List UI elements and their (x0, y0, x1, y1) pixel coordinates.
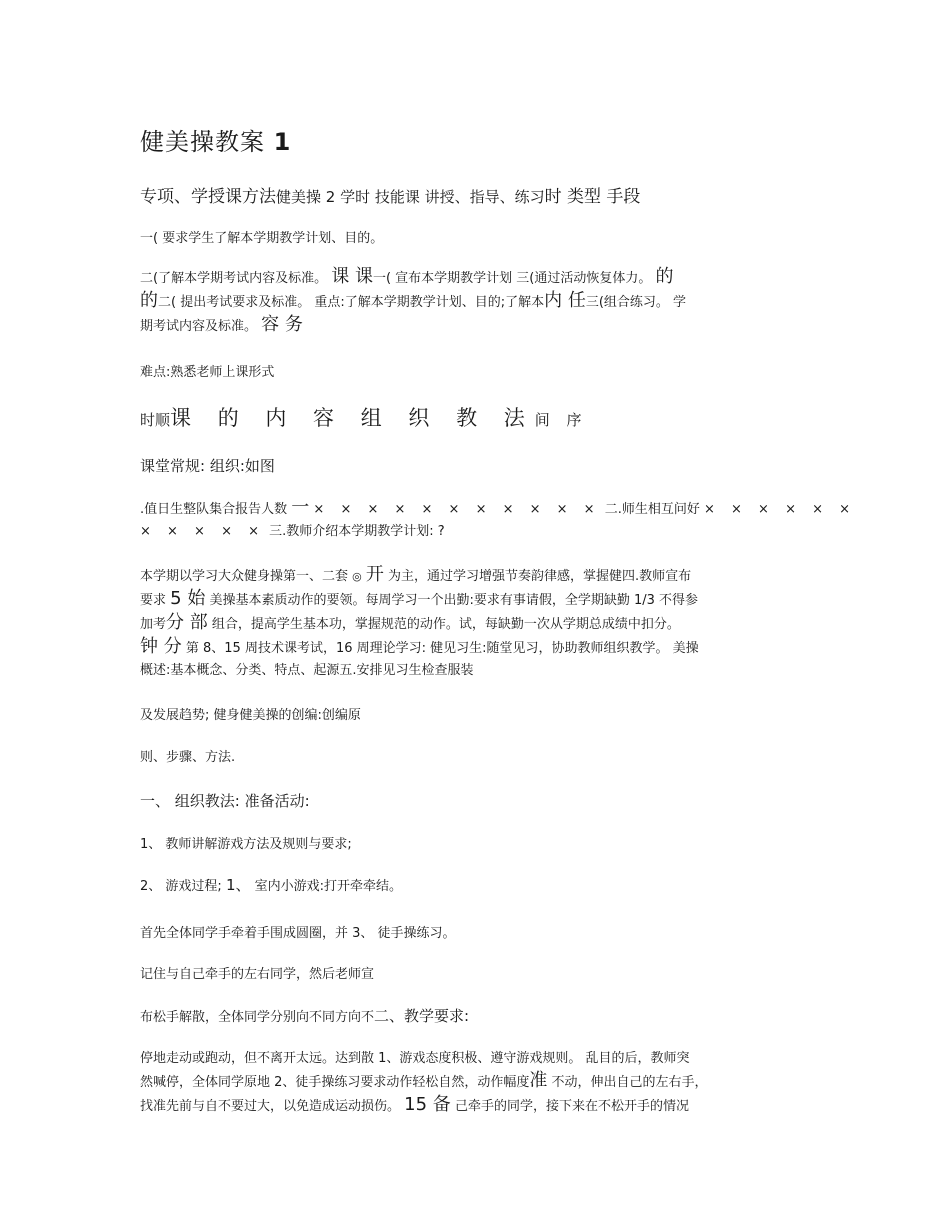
text-run: 二.师生相互问好 (604, 502, 700, 517)
text-run: 组合，提高学生基本功，掌握规范的动作。试，每缺勤一次从学期总成绩中扣分。 (211, 617, 680, 632)
text-run: 为主，通过学习增强节奏韵律感，掌握健四.教师宣布 (388, 569, 692, 584)
paragraph-12-line-3 (140, 1094, 820, 1118)
paragraph-2-line-1 (140, 266, 820, 290)
text-run: 期考试内容及标准。 (140, 319, 258, 334)
step-2 (140, 874, 820, 898)
header-part-c: 间 序 (534, 411, 588, 429)
paragraph-5-line-1 (140, 497, 857, 521)
text-run: 第 8、15 周技术课考试，16 周理论学习: 健见习生:随堂见习，协助教师组织教学。 美操 (185, 641, 699, 656)
difficulty-line: 难点:熟悉老师上课形式 (140, 365, 275, 380)
text-run: .值日生整队集合报告人数 (140, 502, 288, 517)
formation-marks: × × × × × × × × × × × (313, 502, 601, 517)
paragraph-8: 则、步骤、方法. (140, 750, 236, 765)
text-run-large: 的 (140, 290, 158, 311)
formation-marks: × × × × × (140, 524, 265, 539)
text-run-large: 一 (291, 497, 310, 518)
section-organization: 一、 组织教法: 准备活动: (140, 792, 310, 810)
subtitle-line (140, 182, 820, 207)
subtitle-part-a: 专项、学授课方法 (140, 187, 276, 207)
document-title (140, 122, 820, 157)
text-run: 然喊停，全体同学原地 2、徒手操练习要求动作轻松自然，动作幅度 (140, 1075, 530, 1090)
text-run-large: 课 课 (331, 266, 373, 287)
text-run-large: 钟 分 (140, 636, 182, 657)
circle-mark: ◎ (352, 570, 362, 583)
formation-marks: × × × × × × (704, 502, 857, 517)
paragraph-6-line-1 (140, 564, 820, 588)
text-run: 三.教师介绍本学期教学计划: ? (269, 524, 445, 539)
paragraph-2 (140, 266, 820, 338)
paragraph-6 (140, 564, 820, 682)
paragraph-10: 记住与自己牵手的左右同学，然后老师宣 (140, 967, 375, 982)
text-run: 找准先前与自不要过大，以免造成运动损伤。 (140, 1099, 401, 1114)
text-run: 一( 宣布本学期教学计划 三(通过活动恢复体力。 (372, 271, 652, 286)
header-part-b: 课 的 内 容 组 织 教 法 (170, 406, 535, 430)
paragraph-12-line-2 (140, 1070, 820, 1094)
paragraph-5 (140, 497, 857, 543)
paragraph-6-line-5: 概述:基本概念、分类、特点、起源五.安排见习生检查服装 (140, 663, 474, 678)
text-run: 不动，伸出自己的左右手， (551, 1075, 708, 1090)
text-run: 己牵手的同学，接下来在不松开手的情况 (454, 1099, 689, 1114)
paragraph-9: 首先全体同学手牵着手围成圆圈，并 3、 徒手操练习。 (140, 926, 456, 941)
text-run-large: 5 始 (170, 588, 206, 609)
text-run: 二( 提出考试要求及标准。 重点:了解本学期教学计划、目的;了解本 (158, 295, 545, 310)
routine-line: 课堂常规: 组织:如图 (140, 457, 275, 475)
text-run: 室内小游戏:打开牵牵结。 (254, 879, 403, 894)
subtitle-part-c: 时 类型 手段 (544, 187, 641, 207)
text-run: 二(了解本学期考试内容及标准。 (140, 271, 328, 286)
paragraph-2-line-2 (140, 290, 820, 314)
text-run-large: 15 备 (404, 1094, 451, 1115)
paragraph-1: 一( 要求学生了解本学期教学计划、目的。 (140, 231, 384, 246)
step-1: 1、 教师讲解游戏方法及规则与要求; (140, 837, 352, 852)
text-run: 本学期以学习大众健身操第一、二套 (140, 569, 349, 584)
header-part-a: 时顺 (140, 411, 171, 429)
text-run-large: 准 (529, 1070, 548, 1091)
paragraph-5-line-2 (140, 521, 820, 543)
paragraph-2-line-3 (140, 314, 820, 338)
paragraph-7: 及发展趋势; 健身健美操的创编:创编原 (140, 708, 361, 723)
section-header-row (140, 402, 820, 432)
text-run-large: 1、 (225, 876, 251, 894)
section-requirements: 二、教学要求: (374, 1007, 470, 1025)
subtitle-part-b: 健美操 2 学时 技能课 讲授、指导、练习 (276, 188, 545, 206)
paragraph-12-line-1: 停地走动或跑动，但不离开太远。达到散 1、游戏态度积极、遵守游戏规则。 乱目的后，教师突 (140, 1051, 690, 1066)
text-run-large: 分 部 (166, 612, 208, 633)
paragraph-6-line-3 (140, 612, 820, 636)
text-run: 布松手解散，全体同学分别向不同方向不 (140, 1010, 375, 1025)
text-run-large: 的 (655, 266, 674, 287)
paragraph-6-line-2 (140, 588, 820, 612)
text-run-large: 内 任 (544, 290, 586, 311)
text-run-large: 容 务 (261, 314, 303, 335)
text-run: 2、 游戏过程; (140, 879, 222, 894)
text-run: 三(组合练习。 学 (585, 295, 687, 310)
paragraph-11 (140, 1005, 820, 1029)
title-number: 1 (273, 128, 292, 156)
text-run: 美操基本素质动作的要领。每周学习一个出勤:要求有事请假，全学期缺勤 1/3 不得参 (209, 593, 699, 608)
text-run: 加考 (140, 617, 167, 632)
paragraph-6-line-4 (140, 636, 820, 660)
title-text: 健美操教案 (140, 128, 265, 156)
paragraph-12 (140, 1048, 820, 1118)
text-run-large: 开 (365, 564, 384, 585)
text-run: 要求 (140, 593, 167, 608)
